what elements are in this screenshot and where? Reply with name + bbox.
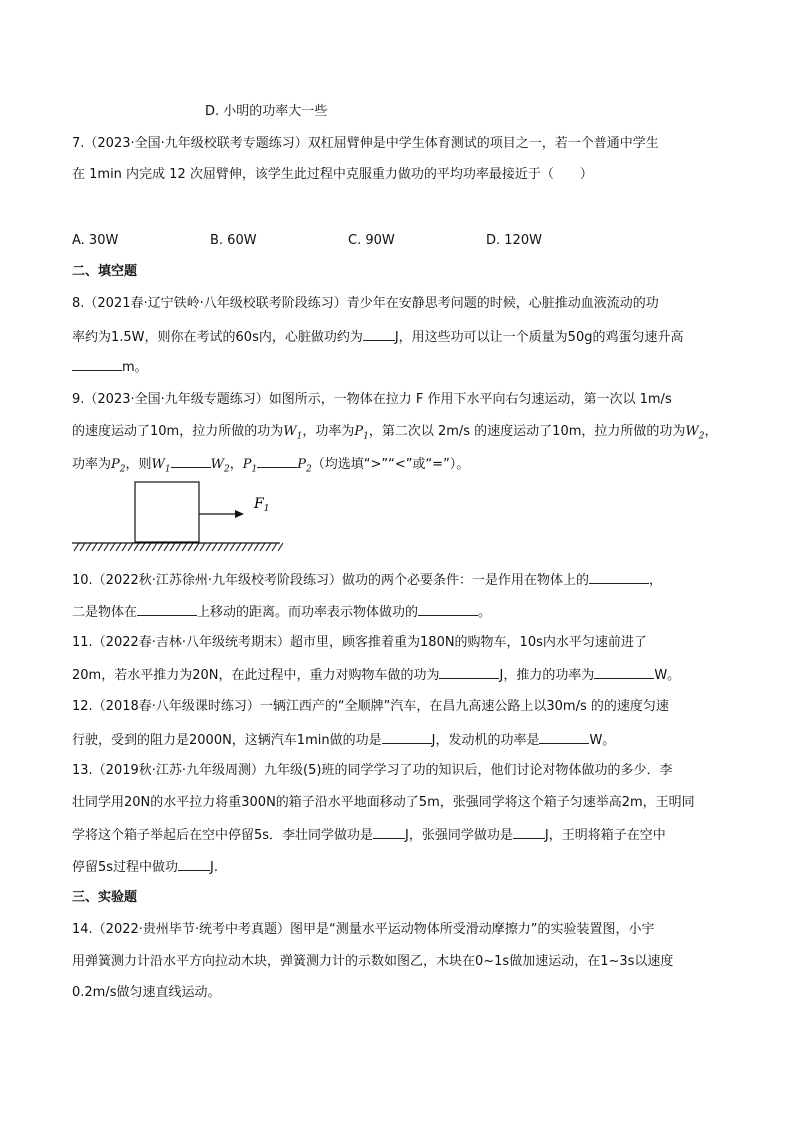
q9-line-2: 的速度运动了10m，拉力所做的功为$W_1$，功率为$P_1$，第二次以 2m/s 的速度运动了10m，拉力所做的功为$W_2$， [72,424,718,442]
q13-text-e: J. [210,860,219,875]
q9-text-d: 功率为 [72,457,112,472]
q11-line-2 [72,666,732,684]
q10-blank-2[interactable] [137,603,197,616]
hatch-mark [116,543,121,551]
q9-text-a: 的速度运动了10m，拉力所做的功为 [72,424,284,439]
q7-option-c: C. 90W [348,233,395,248]
q13-line-2: 壮同学用20N的水平拉力将重300N的箱子沿水平地面移动了5m，张强同学将这个箱子匀速举高2m，王明同 [72,795,695,810]
hatch-mark [194,543,199,551]
q13-line-4 [72,858,732,876]
var-p1: $P_1$ [354,424,369,442]
q13-blank-1[interactable] [373,826,405,839]
hatch-mark [260,543,265,551]
hatch-mark [188,543,193,551]
hatch-mark [74,543,79,551]
var-w2: $W_2$ [685,424,705,442]
hatch-mark [176,543,181,551]
q12-line-1: 12.（2018春·八年级课时练习）一辆江西产的“全顺牌”汽车，在昌九高速公路上以30m/s 的的速度匀速 [72,699,669,714]
var-p2-b: $P_2$ [297,457,312,475]
q10-text-c: 上移动的距离。而功率表示物体做功的 [197,605,419,620]
q12-line-2 [72,731,732,749]
section-experiment-title: 三、实验题 [72,890,138,905]
hatch-mark [212,543,217,551]
q7-line-1: 7.（2023·全国·九年级校联考专题练习）双杠屈臂伸是中学生体育测试的项目之一，若一个普通中学生 [72,136,659,151]
hatch-mark [92,543,97,551]
q14-line-1: 14.（2022·贵州毕节·统考中考真题）图甲是“测量水平运动物体所受滑动摩擦力”的实验装置图，小宇 [72,922,655,937]
hatch-mark [206,543,211,551]
q7-option-a: A. 30W [72,233,119,248]
q13-text-b: J，张强同学做功是 [405,828,513,843]
q13-text-a: 学将这个箱子举起后在空中停留5s．李壮同学做功是 [72,828,374,843]
q10-blank-3[interactable] [418,603,478,616]
block [135,482,199,542]
hatch-mark [134,543,139,551]
q10-line-2 [72,603,732,621]
q9-blank-1[interactable] [171,455,211,468]
q12-text-b: J，发动机的功率是 [431,733,540,748]
q7-option-d: D. 120W [486,233,542,248]
q9-line-1: 9.（2023·全国·九年级专题练习）如图所示，一物体在拉力 F 作用下水平向右匀速运动，第一次以 1m/s [72,392,672,407]
q14-line-3: 0.2m/s做匀速直线运动。 [72,985,221,1000]
q11-blank-1[interactable] [439,666,499,679]
q10-blank-1[interactable] [589,571,649,584]
q8-line-3 [72,358,732,376]
q12-text-a: 行驶，受到的阻力是2000N，这辆汽车1min做的功是 [72,733,382,748]
hatch-mark [104,543,109,551]
var-w2-b: $W_2$ [210,457,230,475]
arrow-head-icon [235,510,244,518]
hatch-mark [182,543,187,551]
q9-text-e: ，则 [125,457,152,472]
section-fill-in-title: 二、填空题 [72,264,138,279]
q7-option-b: B. 60W [210,233,257,248]
hatch-mark [158,543,163,551]
hatch-mark [122,543,127,551]
q7-line-2: 在 1min 内完成 12 次屈臂伸，该学生此过程中克服重力做功的平均功率最接近于（ ） [72,167,593,182]
q13-line-3 [72,826,732,844]
q12-blank-1[interactable] [382,731,432,744]
hatch-mark [248,543,253,551]
ground-hatch [74,543,283,551]
q11-text-a: 20m，若水平推力为20N，在此过程中，重力对购物车做的功为 [72,668,440,683]
q13-line-1: 13.（2019秋·江苏·九年级周测）九年级(5)班的同学学习了功的知识后，他们讨论对物体做功的多少．李 [72,763,673,778]
q13-text-c: J，王明将箱子在空中 [544,828,666,843]
hatch-mark [110,543,115,551]
hatch-mark [98,543,103,551]
q11-text-c: W。 [654,668,681,683]
q10-text-d: 。 [478,605,492,620]
hatch-mark [218,543,223,551]
q8-text-c: m。 [122,360,148,375]
q8-line-2 [72,328,732,346]
q11-text-b: J，推力的功率为 [499,668,595,683]
hatch-mark [224,543,229,551]
q8-text-a: 率约为1.5W，则你在考试的60s内，心脏做功约为 [72,330,363,345]
hatch-mark [80,543,85,551]
force-diagram [72,480,286,552]
q12-blank-2[interactable] [539,731,589,744]
hatch-mark [164,543,169,551]
q8-blank-2[interactable] [72,358,122,371]
hatch-mark [242,543,247,551]
q11-blank-2[interactable] [594,666,654,679]
q9-line-3: 功率为$P_2$，则$W_1$ $W_2$，$P_1$ $P_2$（均选填“>”“<”或“=”）。 [72,457,470,475]
hatch-mark [200,543,205,551]
force-label: $F_1$ [254,496,270,514]
q13-text-d: 停留5s过程中做功 [72,860,179,875]
hatch-mark [236,543,241,551]
hatch-mark [170,543,175,551]
hatch-mark [152,543,157,551]
q14-line-2: 用弹簧测力计沿水平方向拉动木块，弹簧测力计的示数如图乙，木块在0~1s做加速运动，在1~3s以速度 [72,954,674,969]
hatch-mark [278,543,283,551]
q10-text-a: 10.（2022秋·江苏徐州·九年级校考阶段练习）做功的两个必要条件：一是作用在物体上的 [72,573,590,588]
hatch-mark [272,543,277,551]
hatch-mark [230,543,235,551]
q10-text-b: 二是物体在 [72,605,138,620]
hatch-mark [128,543,133,551]
q9-blank-2[interactable] [257,455,297,468]
hatch-mark [254,543,259,551]
hatch-mark [140,543,145,551]
q12-text-c: W。 [589,733,616,748]
q8-text-b: J，用这些功可以让一个质量为50g的鸡蛋匀速升高 [394,330,684,345]
q8-blank-1[interactable] [363,328,395,341]
q9-text-b: ，功率为 [302,424,355,439]
var-w1: $W_1$ [283,424,303,442]
q11-line-1: 11.（2022春·吉林·八年级统考期末）超市里，顾客推着重为180N的购物车，10s内水平匀速前进了 [72,635,647,650]
q13-blank-3[interactable] [178,858,210,871]
q10-line-1: 10.（2022秋·江苏徐州·九年级校考阶段练习）做功的两个必要条件：一是作用在物体上的 ， [72,573,663,588]
hatch-mark [146,543,151,551]
q9-text-c: ，第二次以 2m/s 的速度运动了10m，拉力所做的功为 [368,424,686,439]
var-p1-b: $P_1$ [242,457,258,475]
q13-blank-2[interactable] [513,826,545,839]
hatch-mark [86,543,91,551]
var-p2: $P_2$ [111,457,126,475]
hatch-mark [266,543,271,551]
q8-line-1: 8.（2021春·辽宁铁岭·八年级校联考阶段练习）青少年在安静思考问题的时候，心脏推动血液流动的功 [72,296,659,311]
q9-text-f: （均选填“>”“<”或“=”）。 [311,457,470,472]
q6-option-d: D. 小明的功率大一些 [205,104,328,119]
var-w1-b: $W_1$ [151,457,171,475]
